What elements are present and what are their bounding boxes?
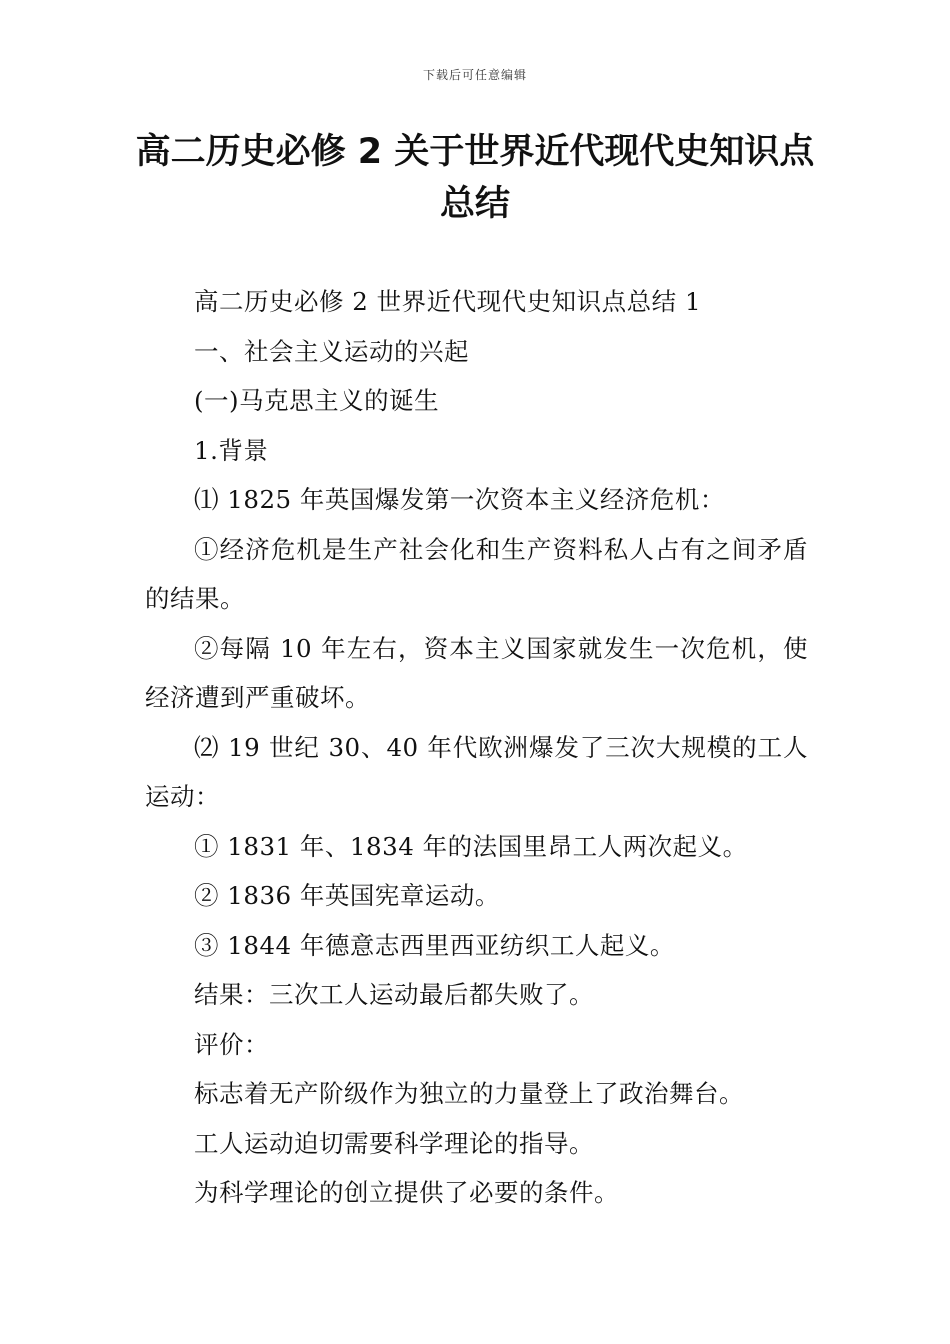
- paragraph: ⑴ 1825 年英国爆发第一次资本主义经济危机：: [194, 485, 725, 514]
- paragraph: ⑵ 19 世纪 30、40 年代欧洲爆发了三次大规模的工人运动：: [145, 732, 808, 811]
- paragraph: ② 1836 年英国宪章运动。: [194, 881, 500, 910]
- paragraph: ②每隔 10 年左右，资本主义国家就发生一次危机，使经济遭到严重破坏。: [145, 633, 808, 712]
- paragraph: 为科学理论的创立提供了必要的条件。: [194, 1178, 619, 1207]
- subsection-heading: (一)马克思主义的诞生: [194, 386, 440, 415]
- paragraph: 高二历史必修 2 世界近代现代史知识点总结 1: [194, 287, 702, 316]
- paragraph: 结果：三次工人运动最后都失败了。: [194, 980, 594, 1009]
- item-heading: 1.背景: [194, 435, 269, 465]
- paragraph: ① 1831 年、1834 年的法国里昂工人两次起义。: [194, 831, 748, 861]
- document-title: 高二历史必修 2 关于世界近代现代史知识点总结: [135, 132, 815, 224]
- paragraph: ③ 1844 年德意志西里西亚纺织工人起义。: [194, 930, 675, 960]
- section-heading: 一、社会主义运动的兴起: [194, 336, 469, 366]
- header-note: 下载后可任意编辑: [422, 68, 527, 82]
- paragraph: 标志着无产阶级作为独立的力量登上了政治舞台。: [194, 1079, 744, 1108]
- document-body: [145, 277, 808, 1218]
- paragraph: 评价：: [194, 1029, 269, 1059]
- paragraph: ①经济危机是生产社会化和生产资料私人占有之间矛盾的结果。: [145, 534, 808, 613]
- paragraph: 工人运动迫切需要科学理论的指导。: [194, 1128, 594, 1158]
